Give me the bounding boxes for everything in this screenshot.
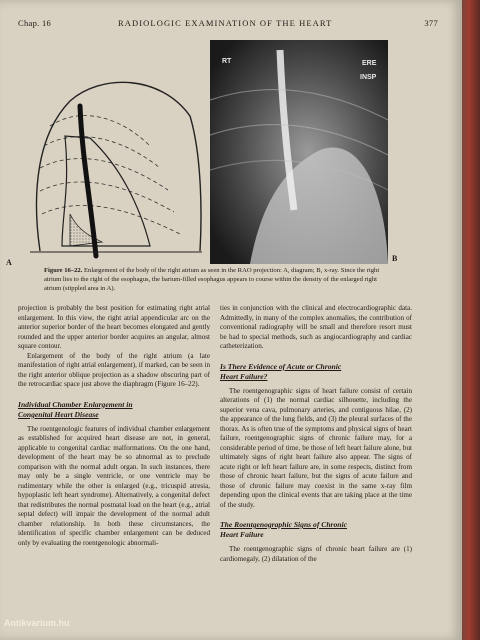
caption-label: Figure 16–22. <box>44 267 83 274</box>
rib-lines <box>40 116 180 234</box>
right-paragraph-2: The roentgenographic signs of heart failure consist of certain alterations of (1) the normal cardiac silhouette, including the superior vena cava, pulmonary arteries, and contiguous hilae, (2) the appearance of the lung fields, and (3) the pleural surfaces of the thorax. As is often true of the symptoms and physical signs of heart failure, roentgenographic signs of chronic failure may, for a considerable period of time, be those of left heart failure alone, but ultimately signs of right heart failure also appear. The signs of acute right or left heart failure are, in some respects, distinct from those of chronic heart failure, but the signs of acute failure and those of chronic failure may coexist in the same x-ray film depending upon the clinical events that are taking place at the time of the study. <box>220 386 412 509</box>
left-paragraph-1: projection is probably the best position for estimating right atrial enlargement. In this view, the right atrial appendicular arc on the anterior superior border of the heart becomes elongated and gently rounded and the upper anterior border acquires an angular, almost square contour. <box>18 304 210 350</box>
heading-line: The Roentgenographic Signs of Chronic <box>220 520 348 529</box>
right-column <box>220 304 412 564</box>
xray-mark-ere: ERE <box>362 60 377 67</box>
xray-mark-insp: INSP <box>360 74 377 81</box>
running-head-title: RADIOLOGIC EXAMINATION OF THE HEART <box>118 18 333 28</box>
left-paragraph-3: The roentgenologic features of individual chamber enlargement as established for acquired heart disease are not, in general, applicable to congenital cardiac malformations. On the one hand, development of the heart may be so abnormal as to preclude comparison with the normal adult organ. In such instances, there may only be a single ventricle, or one ventricle may be rudimentary while the other is enlarged (e.g., tricuspid atresia, hypoplastic left heart syndrome). Alternatively, a congenital defect that redistributes the normal postnatal load on the heart (e.g., atrial septal defect) will impair the development of the normal adult chamber relationship. In both these circumstances, the identification of specific chamber enlargement can be deduced only by evaluating the roentgenologic abnormali- <box>18 424 210 547</box>
thorax-outline <box>36 82 200 251</box>
left-column <box>18 304 210 548</box>
section-heading-congenital <box>18 400 210 420</box>
figure-a-label: A <box>6 258 12 267</box>
heading-line: Congenital Heart Disease <box>18 409 99 419</box>
left-paragraph-2: Enlargement of the body of the right atrium (a late manifestation of right atrial enlargement), if marked, can be seen in the right anterior oblique projection as a shadow obscuring part of the retrocardiac space just above the diaphragm (Figure 16–22). <box>18 351 210 388</box>
section-heading-heart-failure <box>220 362 412 382</box>
book-edge <box>462 0 480 640</box>
heading-line: Individual Chamber Enlargement in <box>18 399 133 409</box>
figure-caption <box>44 266 392 293</box>
page-number: 377 <box>424 18 438 28</box>
xray-mark-rt: RT <box>222 58 232 65</box>
right-paragraph-1: ties in conjunction with the clinical and electrocardiographic data. Admittedly, in many of the complex anomalies, the contribution of conventional radiography will be small and therefore resort must be had to special methods, such as angiocardiography and cardiac catheterization. <box>220 304 412 350</box>
stippled-right-atrium <box>70 214 102 246</box>
caption-text: Enlargement of the body of the right atrium as seen in the RAO projection: A, diagram; B, x-ray. Since the right atrium lies to the right of the esophagus, the barium-filled esophagus appears to course within the density of the enlarged right atrium (stippled area in A). <box>44 267 380 292</box>
figure-b-label: B <box>392 254 398 263</box>
figure-a-diagram <box>10 46 210 268</box>
heading-line: Heart Failure? <box>220 371 268 381</box>
section-heading-chronic-signs <box>220 520 412 540</box>
running-header <box>18 18 438 32</box>
chapter-label: Chap. 16 <box>18 18 52 28</box>
heading-line: Is There Evidence of Acute or Chronic <box>220 361 342 371</box>
figure-b-xray <box>210 40 388 264</box>
right-paragraph-3: The roentgenographic signs of chronic heart failure are (1) cardiomegaly, (2) dilatation of the <box>220 545 412 563</box>
heading-line: Heart Failure <box>220 530 264 539</box>
watermark: Antikvarium.hu <box>4 618 70 628</box>
